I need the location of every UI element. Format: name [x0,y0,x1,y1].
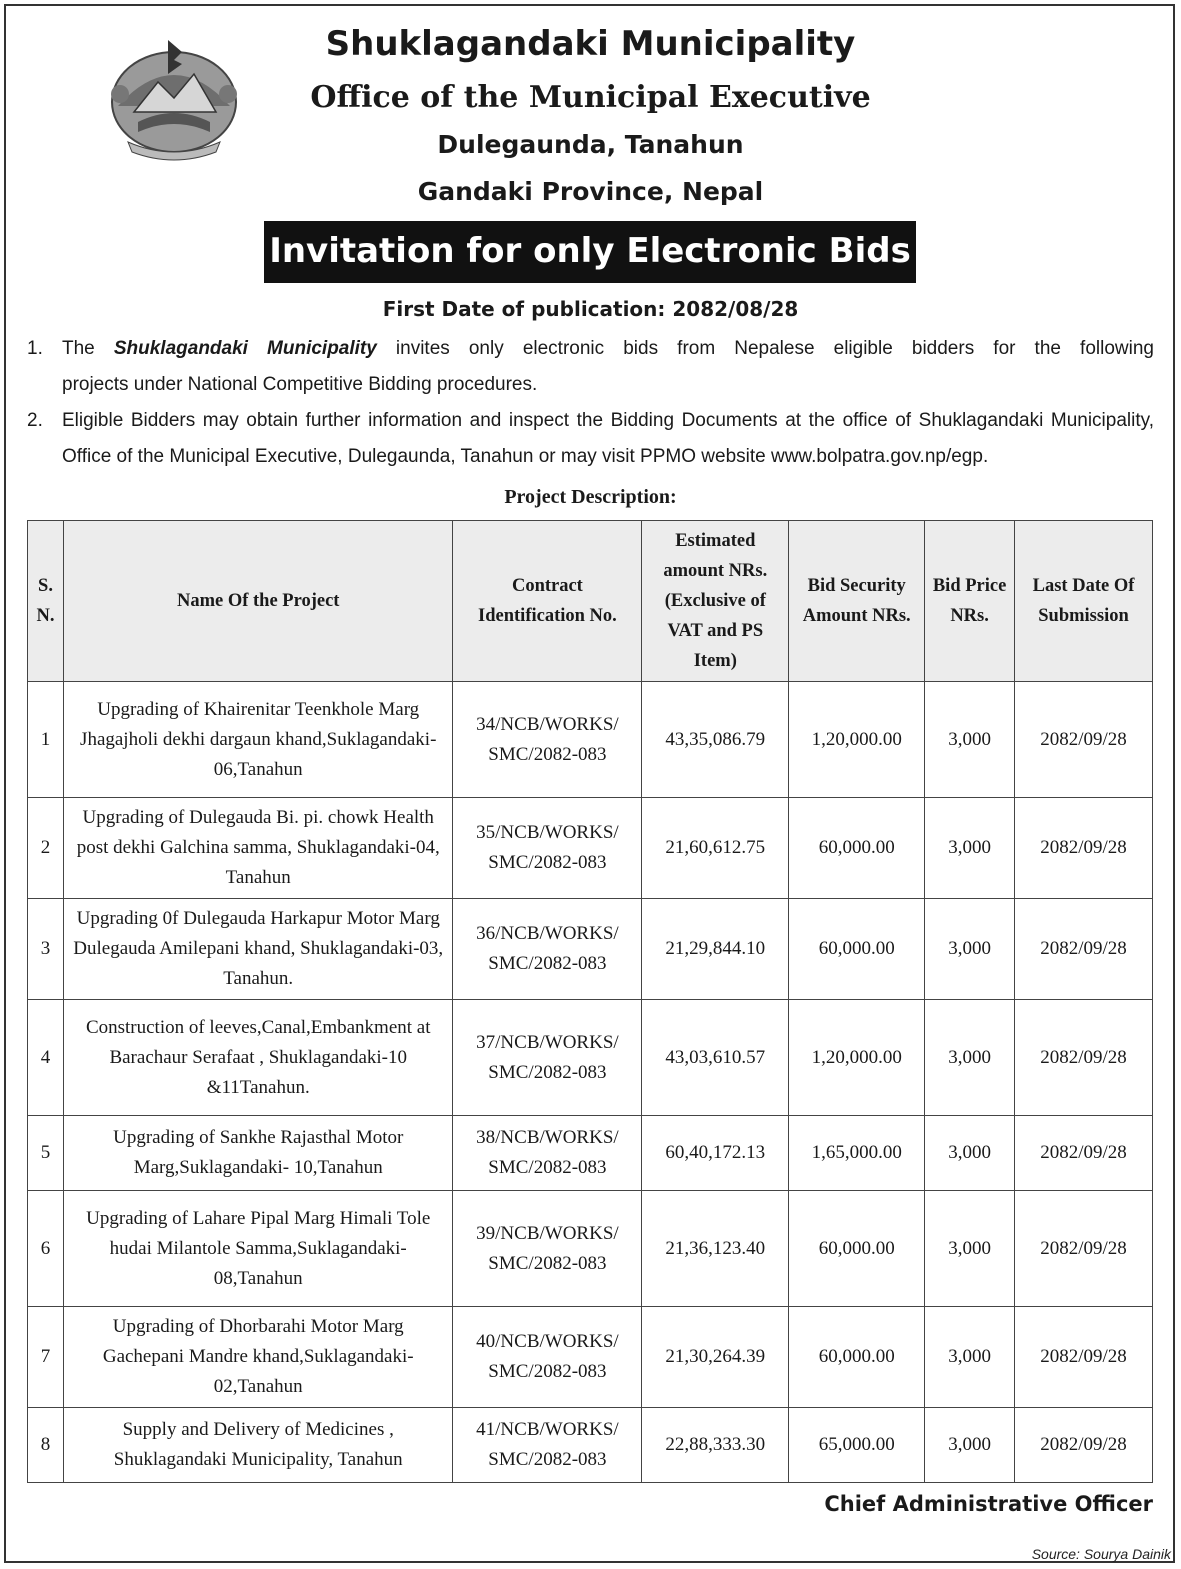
paragraph-1-line2: projects under National Competitive Bidding procedures. [62,374,538,395]
cell-sn: 1 [28,682,64,798]
header-bid-security: Bid Security Amount NRs. [789,521,925,682]
cell-bid-price: 3,000 [925,798,1015,899]
table-row [28,1116,1153,1191]
province-name: Gandaki Province, Nepal [417,177,764,206]
paragraph-1-number: 1. [27,338,43,359]
publication-date: First Date of publication: 2082/08/28 [382,297,799,321]
cell-sn: 6 [28,1191,64,1307]
cell-contract-id: 39/NCB/WORKS/ SMC/2082-083 [453,1191,642,1307]
table-row [28,1191,1153,1307]
paragraph-1-lead: The [62,338,114,359]
office-address: Dulegaunda, Tanahun [437,130,744,159]
office-name: Office of the Municipal Executive [310,80,871,115]
cell-project-name: Upgrading of Dhorbarahi Motor Marg Gachepani Mandre khand,Suklagandaki-02,Tanahun [63,1307,452,1408]
paragraph-2-text: Eligible Bidders may obtain further information and inspect the Bidding Documents at the office of Shuklagandaki Municipality, Office of the Municipal Executive, Dulegaunda, Tanahun or may visit PPMO website www.bolpatra.gov.np/egp. [62,410,1154,467]
cell-last-date: 2082/09/28 [1015,1116,1153,1191]
cell-last-date: 2082/09/28 [1015,682,1153,798]
cell-project-name: Upgrading of Sankhe Rajasthal Motor Marg,Suklagandaki- 10,Tanahun [63,1116,452,1191]
cell-estimated-amount: 21,29,844.10 [642,899,789,1000]
table-row [28,1000,1153,1116]
paragraph-1-emphasis: Shuklagandaki Municipality [113,338,377,359]
table-row [28,1307,1153,1408]
cell-sn: 2 [28,798,64,899]
cell-bid-security: 65,000.00 [789,1408,925,1483]
municipality-name: Shuklagandaki Municipality [325,24,856,64]
cell-bid-price: 3,000 [925,1408,1015,1483]
table-row [28,1408,1153,1483]
paragraph-1-text [62,331,1154,367]
cell-sn: 5 [28,1116,64,1191]
cell-estimated-amount: 21,36,123.40 [642,1191,789,1307]
cell-last-date: 2082/09/28 [1015,798,1153,899]
cell-bid-security: 1,20,000.00 [789,1000,925,1116]
header-bid-price: Bid Price NRs. [925,521,1015,682]
cell-contract-id: 41/NCB/WORKS/ SMC/2082-083 [453,1408,642,1483]
paragraph-1 [27,331,1154,403]
cell-sn: 8 [28,1408,64,1483]
cell-last-date: 2082/09/28 [1015,1000,1153,1116]
cell-estimated-amount: 43,03,610.57 [642,1000,789,1116]
cell-estimated-amount: 43,35,086.79 [642,682,789,798]
cell-last-date: 2082/09/28 [1015,1191,1153,1307]
cell-last-date: 2082/09/28 [1015,1307,1153,1408]
table-row [28,798,1153,899]
cell-contract-id: 36/NCB/WORKS/ SMC/2082-083 [453,899,642,1000]
cell-project-name: Upgrading of Lahare Pipal Marg Himali Tole hudai Milantole Samma,Suklagandaki-08,Tanahun [63,1191,452,1307]
cell-bid-price: 3,000 [925,682,1015,798]
cell-sn: 7 [28,1307,64,1408]
table-row [28,682,1153,798]
signatory: Chief Administrative Officer [824,1492,1153,1516]
header-contract-id: Contract Identification No. [453,521,642,682]
header-sn: S. N. [28,521,64,682]
cell-contract-id: 34/NCB/WORKS/ SMC/2082-083 [453,682,642,798]
cell-project-name: Upgrading 0f Dulegauda Harkapur Motor Marg Dulegauda Amilepani khand, Shuklagandaki-03, Tanahun. [63,899,452,1000]
cell-bid-security: 60,000.00 [789,899,925,1000]
cell-contract-id: 35/NCB/WORKS/ SMC/2082-083 [453,798,642,899]
cell-project-name: Supply and Delivery of Medicines , Shuklagandaki Municipality, Tanahun [63,1408,452,1483]
cell-bid-security: 1,20,000.00 [789,682,925,798]
cell-contract-id: 38/NCB/WORKS/ SMC/2082-083 [453,1116,642,1191]
header-last-date: Last Date Of Submission [1015,521,1153,682]
cell-project-name: Upgrading of Khairenitar Teenkhole Marg Jhagajholi dekhi dargaun khand,Suklagandaki-06,Tanahun [63,682,452,798]
cell-sn: 4 [28,1000,64,1116]
cell-bid-price: 3,000 [925,1191,1015,1307]
source-credit: Source: Sourya Dainik [1031,1546,1171,1562]
notice-banner-title: Invitation for only Electronic Bids [264,221,916,283]
paragraph-1-rest: invites only electronic bids from Nepalese eligible bidders for the following [376,338,1154,359]
cell-project-name: Construction of leeves,Canal,Embankment at Barachaur Serafaat , Shuklagandaki-10 &11Tanahun. [63,1000,452,1116]
cell-estimated-amount: 21,60,612.75 [642,798,789,899]
cell-bid-price: 3,000 [925,1116,1015,1191]
cell-bid-security: 60,000.00 [789,798,925,899]
cell-last-date: 2082/09/28 [1015,899,1153,1000]
cell-contract-id: 37/NCB/WORKS/ SMC/2082-083 [453,1000,642,1116]
header-project-name: Name Of the Project [63,521,452,682]
cell-project-name: Upgrading of Dulegauda Bi. pi. chowk Health post dekhi Galchina samma, Shuklagandaki-04, Tanahun [63,798,452,899]
cell-estimated-amount: 22,88,333.30 [642,1408,789,1483]
table-row [28,899,1153,1000]
header-estimated-amount: Estimated amount NRs. (Exclusive of VAT and PS Item) [642,521,789,682]
cell-bid-price: 3,000 [925,1000,1015,1116]
cell-bid-price: 3,000 [925,899,1015,1000]
cell-estimated-amount: 21,30,264.39 [642,1307,789,1408]
cell-bid-security: 60,000.00 [789,1191,925,1307]
cell-bid-security: 60,000.00 [789,1307,925,1408]
table-header-row [28,521,1153,682]
cell-last-date: 2082/09/28 [1015,1408,1153,1483]
cell-contract-id: 40/NCB/WORKS/ SMC/2082-083 [453,1307,642,1408]
paragraph-2-number: 2. [27,410,43,431]
project-table [27,520,1153,1483]
cell-estimated-amount: 60,40,172.13 [642,1116,789,1191]
cell-sn: 3 [28,899,64,1000]
project-description-title: Project Description: [504,486,677,508]
cell-bid-price: 3,000 [925,1307,1015,1408]
cell-bid-security: 1,65,000.00 [789,1116,925,1191]
paragraph-2 [27,403,1154,475]
